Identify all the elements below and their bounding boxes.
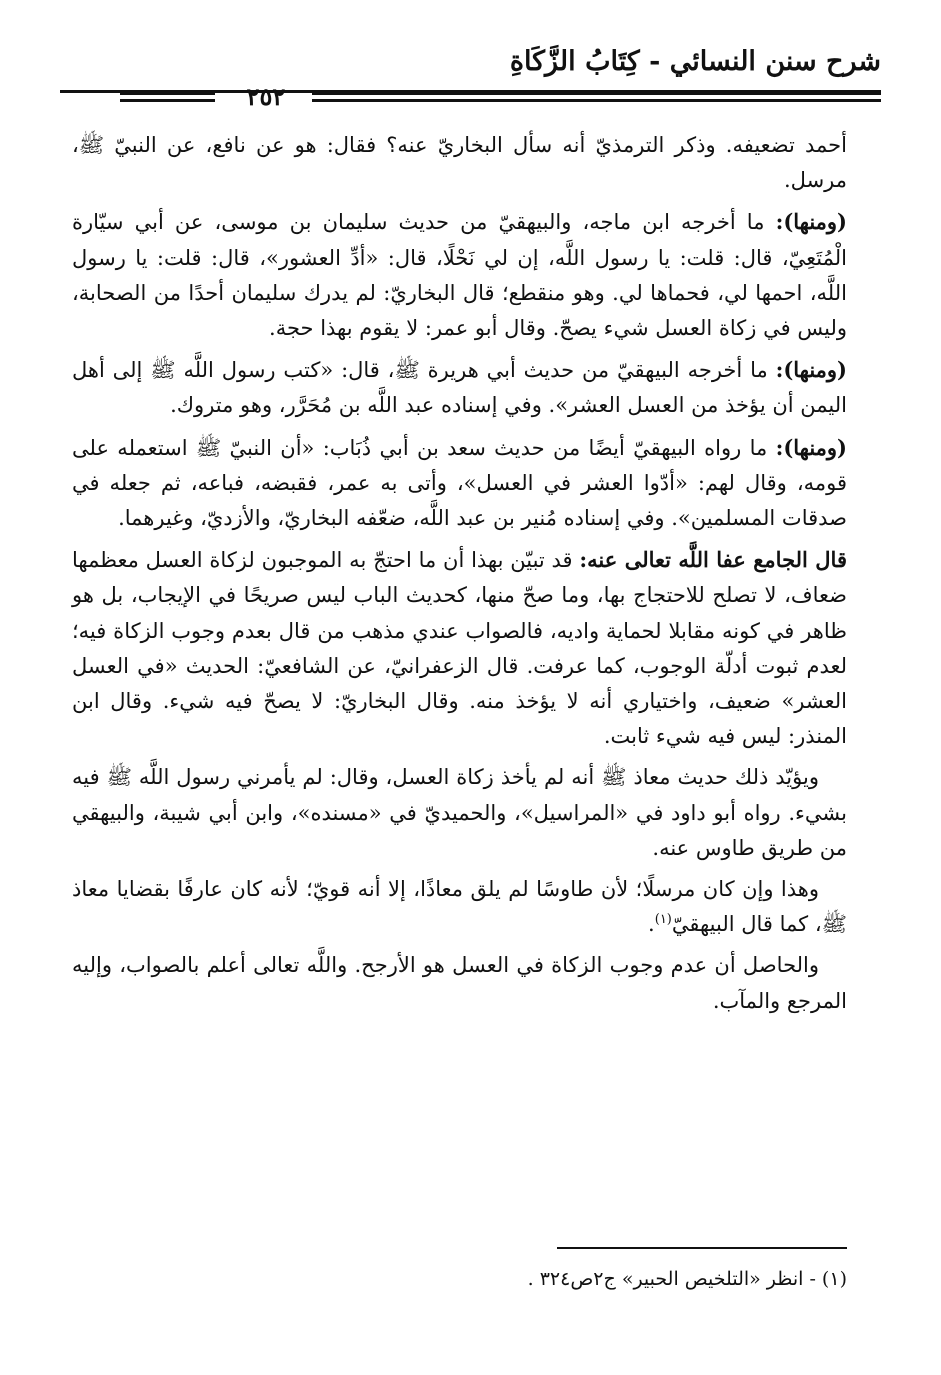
paragraph xyxy=(72,760,847,866)
double-rule-left xyxy=(120,92,215,102)
paragraph-text: والحاصل أن عدم وجوب الزكاة في العسل هو الأرجح. واللَّه تعالى أعلم بالصواب، وإليه المرجع والمآب. xyxy=(72,953,847,1013)
footnote: (١) - انظر «التلخيص الحبير» ج٢ص٣٢٤ . xyxy=(527,1268,847,1290)
paragraph-text: وهذا وإن كان مرسلًا؛ لأن طاوسًا لم يلق معاذًا، إلا أنه قويّ؛ لأنه كان عارفًا بقضايا معاذ ﷺ، كما قال البيهقيّ xyxy=(72,877,847,937)
footnote-marker[interactable]: (١) xyxy=(654,912,672,928)
paragraph-text: ما أخرجه ابن ماجه، والبيهقيّ من حديث سليمان بن موسى، عن أبي سيّارة الْمُتَعِيّ، قال: قلت: يا رسول اللَّه، إن لي نَحْلًا، قال: «أدِّ العشور»، قال: قلت: يا رسول اللَّه، احمها لي، فحماها لي. وهو منقطع؛ قال البخاريّ: لم يدرك سليمان أحدًا من الصحابة، وليس في زكاة العسل شيء يصحّ. وقال أبو عمر: لا يقوم بهذا حجة. xyxy=(72,210,847,341)
page-number-row xyxy=(60,82,881,116)
paragraph xyxy=(72,542,847,754)
page-number: ٢٥٢ xyxy=(246,82,286,111)
paragraph-lead: (ومنها): xyxy=(775,434,847,460)
paragraph xyxy=(72,872,847,942)
paragraph xyxy=(72,430,847,537)
footnote-separator xyxy=(557,1247,847,1249)
main-text xyxy=(72,128,847,1025)
paragraph-text: ما أخرجه البيهقيّ من حديث أبي هريرة ﷺ، قال: «كتب رسول اللَّه ﷺ إلى أهل اليمن أن يؤخذ من العسل العشر». وفي إسناده عبد اللَّه بن مُحَرَّر، وهو متروك. xyxy=(72,358,847,418)
book-title: شرح سنن النسائي - كِتَابُ الزَّكَاةِ xyxy=(509,46,881,77)
paragraph-lead: قال الجامع عفا اللَّه تعالى عنه: xyxy=(579,547,847,573)
paragraph-text: ويؤيّد ذلك حديث معاذ ﷺ أنه لم يأخذ زكاة العسل، وقال: لم يأمرني رسول اللَّه ﷺ فيه بشيء. رواه أبو داود في «المراسيل»، والحميديّ في «مسنده»، وابن أبي شيبة، والبيهقي من طريق طاوس عنه. xyxy=(72,765,847,860)
paragraph-text: قد تبيّن بهذا أن ما احتجّ به الموجبون لزكاة العسل معظمها ضعاف، لا تصلح للاحتجاج بها، وما صحّ منها، كحديث الباب ليس صريحًا في الإيجاب، بل هو ظاهر في كونه مقابلا لحماية واديه، فالصواب عندي مذهب من قال بعدم وجوب الزكاة فيه؛ لعدم ثبوت أدلّة الوجوب، كما عرفت. قال الزعفرانيّ، عن الشافعيّ: الحديث «في العسل العشر» ضعيف، واختياري أنه لا يؤخذ منه. وقال البخاريّ: لا يصحّ فيه شيء. وقال ابن المنذر: ليس فيه شيء ثابت. xyxy=(72,548,847,749)
paragraph-text: ما رواه البيهقيّ أيضًا من حديث سعد بن أبي ذُبَاب: «أن النبيّ ﷺ استعمله على قومه، وقال لهم: «أدّوا العشر في العسل»، وأتى به عمر، فقبضه، فباعه، ثم جعله في صدقات المسلمين». وفي إسناده مُنير بن عبد اللَّه، ضعّفه البخاريّ، والأزديّ، وغيرهما. xyxy=(72,435,847,531)
paragraph xyxy=(72,352,847,423)
paragraph xyxy=(72,948,847,1018)
double-rule-right xyxy=(312,92,881,102)
paragraph-lead: (ومنها): xyxy=(775,357,847,383)
paragraph xyxy=(72,128,847,198)
paragraph-text: أحمد تضعيفه. وذكر الترمذيّ أنه سأل البخاريّ عنه؟ فقال: هو عن نافع، عن النبيّ ﷺ، مرسل. xyxy=(72,133,847,193)
paragraph-lead: (ومنها): xyxy=(775,209,847,235)
paragraph xyxy=(72,204,847,346)
paragraph-tail: . xyxy=(648,912,655,937)
